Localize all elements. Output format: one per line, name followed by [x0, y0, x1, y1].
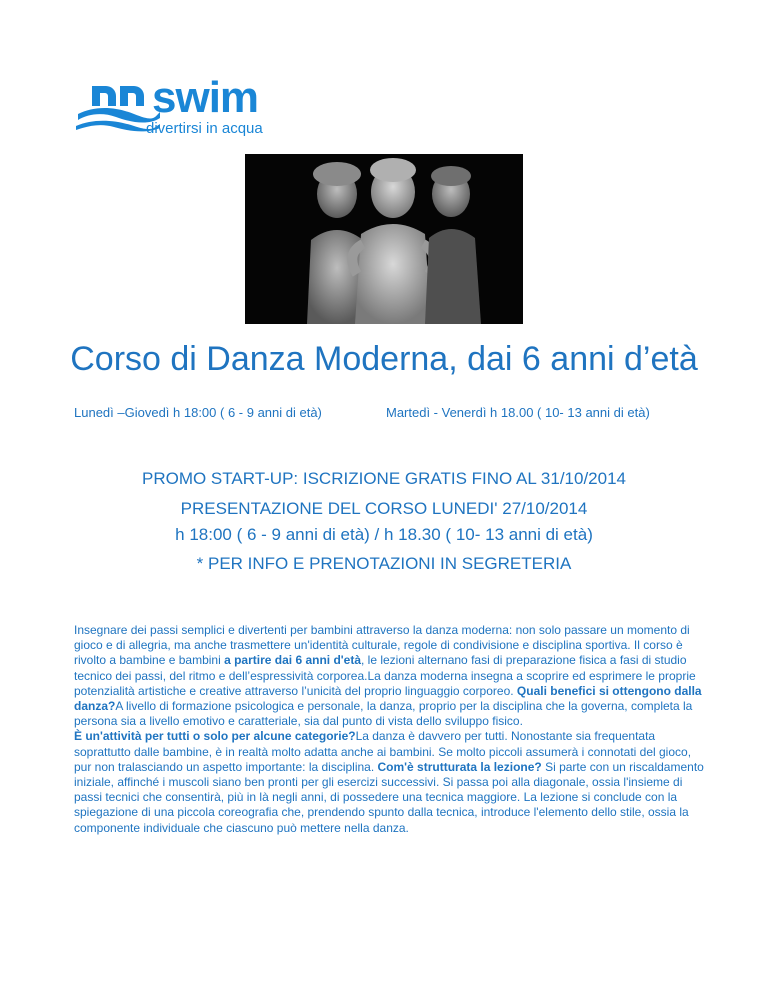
page-title: Corso di Danza Moderna, dai 6 anni d’età — [70, 340, 698, 378]
promo-line-1: PROMO START-UP: ISCRIZIONE GRATIS FINO AL 31/10/2014 — [141, 469, 626, 488]
brand-name: swim — [152, 73, 259, 122]
answer-benefits: A livello di formazione psicologica e personale, la danza, proprio per la disciplina che la governa, completa la persona sia a livello emotivo e caratteriale, sia dal punto di vista dello sviluppo fisico. — [74, 699, 693, 729]
children-photo-image — [245, 154, 523, 324]
answer-audience: La danza è davvero per tutti. Nonostante sia frequentata soprattutto dalle bambine, è in realtà molto adatta anche ai bambini. Se molto piccoli assumerà i connotati del gioco, pur non tralasciando un aspetto importante: la disciplina. — [74, 729, 692, 774]
age-highlight: a partire dai 6 anni d'età — [224, 653, 361, 668]
description-intro-end: , le lezioni alternano fasi di preparazione fisica a fasi di studio tecnico dei passi, del ritmo e dell’espressività corporea.La danza moderna insegna a scoprire ed esprimere le proprie potenzialità artistiche e creative attraverso l’unicità del proprio linguaggio corporeo. — [74, 653, 696, 698]
children-dance-photo — [245, 154, 523, 324]
schedule-left: Lunedì –Giovedì h 18:00 ( 6 - 9 anni di età) — [74, 405, 322, 420]
course-description — [74, 623, 706, 836]
promo-line-2: PRESENTAZIONE DEL CORSO LUNEDI' 27/10/2014 — [180, 499, 588, 518]
schedule-right: Martedì - Venerdì h 18.00 ( 10- 13 anni di età) — [386, 405, 650, 420]
brand-logo — [74, 73, 274, 154]
brand-tagline: divertirsi in acqua — [146, 120, 263, 137]
question-benefits: Quali benefici si ottengono dalla danza? — [74, 683, 702, 714]
answer-lesson-structure: Si parte con un riscaldamento iniziale, affinché i muscoli siano ben pronti per gli esercizi successivi. Si passa poi alla diagonale, ossia l'insieme di passi tecnici che consentirà, più in là negli anni, di possedere una tecnica maggiore. La lezione si conclude con la spiegazione di una piccola coreografia che, prendendo spunto dalla tecnica, introduce l'elemento dello stile, ossia la componente individuale che ciascuno può mettere nella danza. — [74, 759, 704, 835]
description-intro: Insegnare dei passi semplici e divertenti per bambini attraverso la danza moderna: non solo passare un momento di gioco e di allegria, ma anche trasmettere un'identità culturale, regole di condivisione e disciplina sportiva. Il corso è rivolto a bambine e bambini — [74, 623, 690, 668]
question-lesson-structure: Com'è strutturata la lezione? — [377, 759, 542, 774]
promo-line-3: h 18:00 ( 6 - 9 anni di età) / h 18.30 ( 10- 13 anni di età) — [175, 525, 593, 544]
promo-line-4: * PER INFO E PRENOTAZIONI IN SEGRETERIA — [196, 554, 572, 573]
question-audience: È un'attività per tutti o solo per alcune categorie? — [74, 729, 356, 744]
